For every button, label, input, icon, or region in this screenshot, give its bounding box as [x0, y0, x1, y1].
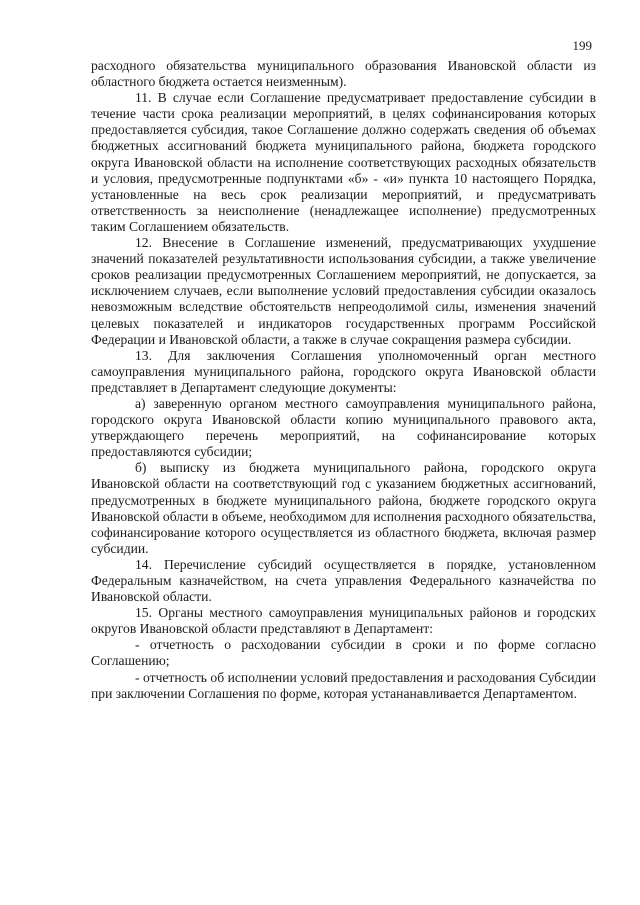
paragraph-14: 14. Перечисление субсидий осуществляется в порядке, установленном Федеральным казначейством, на счета управления Федерального казначейства по Ивановской области. — [91, 556, 596, 605]
paragraph-15-item-1: - отчетность о расходовании субсидии в сроки и по форме согласно Соглашению; — [91, 637, 596, 669]
document-body — [91, 58, 596, 702]
paragraph-13: 13. Для заключения Соглашения уполномоченный орган местного самоуправления муниципального района, городского округа Ивановской области представляет в Департамент следующие документы: — [91, 347, 596, 395]
paragraph-13-b: б) выписку из бюджета муниципального района, городского округа Ивановской области на соответствующий год с указанием бюджетных ассигнований, предусмотренных в бюджете муниципального района, бюджете городского округа Ивановской области в объеме, необходимом для исполнения расходного обязательства, софинансирование которого осуществляется из областного бюджета, включая размер субсидии. — [91, 460, 596, 556]
paragraph-11: 11. В случае если Соглашение предусматривает предоставление субсидии в течение части срока реализации мероприятий, в целях софинансирования которых предоставляется субсидия, такое Соглашение должно содержать сведения об объемах бюджетных ассигнований бюджета муниципального района, бюджета городского округа Ивановской области на исполнение соответствующих расходных обязательств и условия, предусмотренные подпунктами «б» - «и» пункта 10 настоящего Порядка, установленные на весь срок реализации мероприятий, и предусматривать ответственность за неисполнение (ненадлежащее исполнение) предусмотренных таким Соглашением обязательств. — [91, 90, 596, 234]
paragraph-15-item-2: - отчетность об исполнении условий предоставления и расходования Субсидии при заключении Соглашения по форме, которая устананавливается Департаментом. — [91, 669, 596, 701]
page-number: 199 — [572, 38, 592, 53]
paragraph-15: 15. Органы местного самоуправления муниципальных районов и городских округов Ивановской области представляют в Департамент: — [91, 605, 596, 637]
paragraph-12: 12. Внесение в Соглашение изменений, предусматривающих ухудшение значений показателей результативности использования субсидии, а также увеличение сроков реализации предусмотренных Соглашением мероприятий, не допускается, за исключением случаев, если выполнение условий предоставления субсидии оказалось невозможным вследствие обстоятельств непреодолимой силы, изменения значений целевых показателей и индикаторов государственных программ Российской Федерации и Ивановской области, а также в случае сокращения размера субсидии. — [91, 235, 596, 347]
paragraph-continuation: расходного обязательства муниципального образования Ивановской области из областного бюджета остается неизменным). — [91, 58, 596, 90]
paragraph-13-a: а) заверенную органом местного самоуправления муниципального района, городского округа Ивановской области копию муниципального правового акта, утверждающего перечень мероприятий, на софинансирование которых предоставляются субсидии; — [91, 395, 596, 460]
